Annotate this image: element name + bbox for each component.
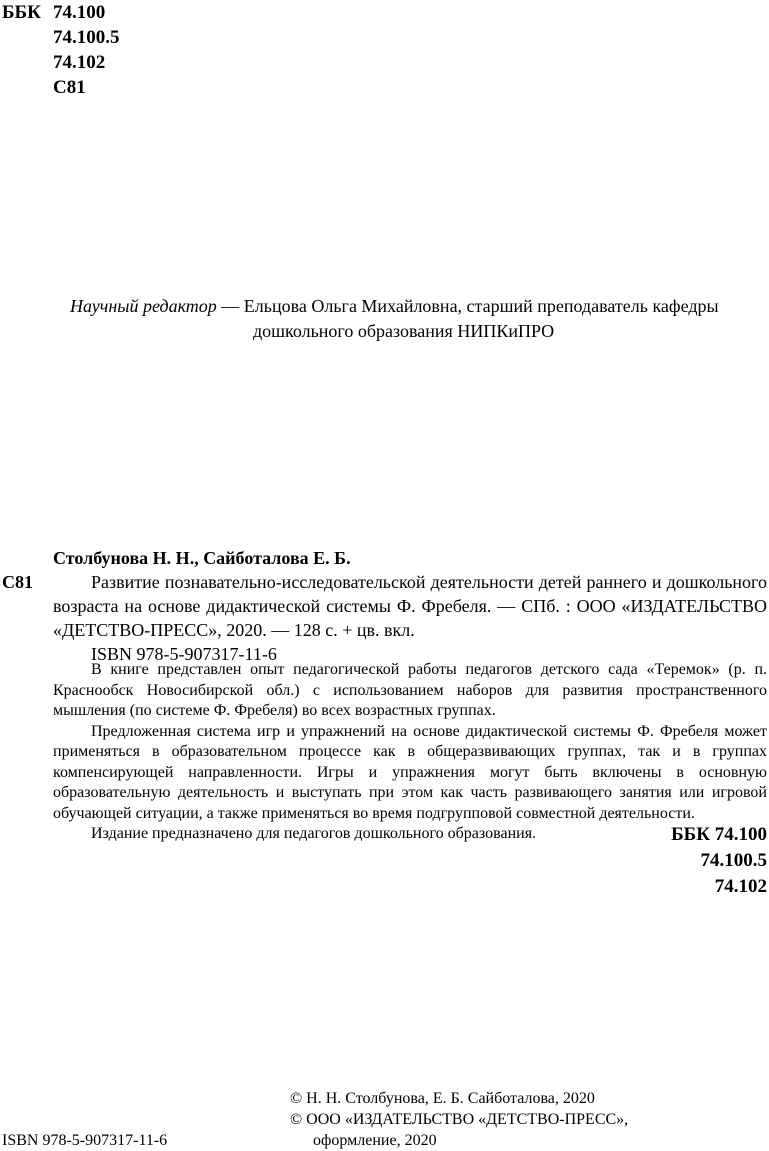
editor-affiliation: дошкольного образования НИПКиПРО: [253, 321, 555, 341]
copyright-line: оформление, 2020: [313, 1132, 437, 1149]
annotation-paragraph: Предложенная система игр и упражнений на основе дидактической системы Ф. Фребеля может применяться в образовательном процессе как в общеразвивающих группах, так и в группах компенсирующей направленности. Игры и упражнения могут быть включены в основную образовательную деятельность и выступать при этом как часть развивающего занятия или игровой обучающей ситуации, а также применяться во время подгрупповой совместной деятельности.: [53, 722, 767, 822]
bbk-label: ББК: [2, 2, 41, 23]
bbk-code: 74.100.5: [53, 27, 120, 48]
record-authors: Столбунова Н. Н., Сайботалова Е. Б.: [53, 548, 351, 568]
copyright-line: © ООО «ИЗДАТЕЛЬСТВО «ДЕТСТВО-ПРЕСС»,: [290, 1111, 629, 1128]
footer-isbn: ISBN 978-5-907317-11-6: [2, 1132, 168, 1149]
bbk-code: 74.102: [53, 52, 106, 73]
bbk-bottom-line: 74.102: [714, 876, 767, 897]
copyright-line: © Н. Н. Столбунова, Е. Б. Сайботалова, 2020: [290, 1090, 595, 1107]
record-isbn: ISBN 978-5-907317-11-6: [91, 644, 277, 664]
bbk-code: 74.100: [53, 2, 106, 23]
bbk-bottom-line: ББК 74.100: [671, 824, 767, 845]
record-description: Развитие познавательно-исследовательской деятельности детей раннего и дошкольного возраста на основе дидактической системы Ф. Фребеля. — СПб. : ООО «ИЗДАТЕЛЬСТВО «ДЕТСТВО-ПРЕСС», 2020. — 128 с. + цв. вкл.: [53, 572, 767, 640]
bbk-bottom-line: 74.100.5: [700, 850, 767, 871]
editor-role: Научный редактор: [70, 296, 217, 316]
annotation: [53, 660, 767, 845]
annotation-paragraph: В книге представлен опыт педагогической работы педагогов детского сада «Теремок» (р. п. Краснообск Новосибирской обл.) с использованием наборов для развития пространственного мышления (по системе Ф. Фребеля) во всех возрастных группах.: [53, 661, 767, 719]
scientific-editor: [70, 294, 760, 344]
annotation-paragraph: Издание предназначено для педагогов дошкольного образования.: [91, 825, 537, 842]
record-author-code: С81: [2, 572, 33, 592]
author-code: С81: [53, 77, 86, 98]
editor-name: — Ельцова Ольга Михайловна, старший преподаватель кафедры: [216, 296, 719, 316]
copyright: [290, 1088, 628, 1151]
bibliographic-description: [53, 570, 767, 666]
bbk-bottom: [671, 822, 767, 900]
bbk-codes: [53, 0, 120, 100]
